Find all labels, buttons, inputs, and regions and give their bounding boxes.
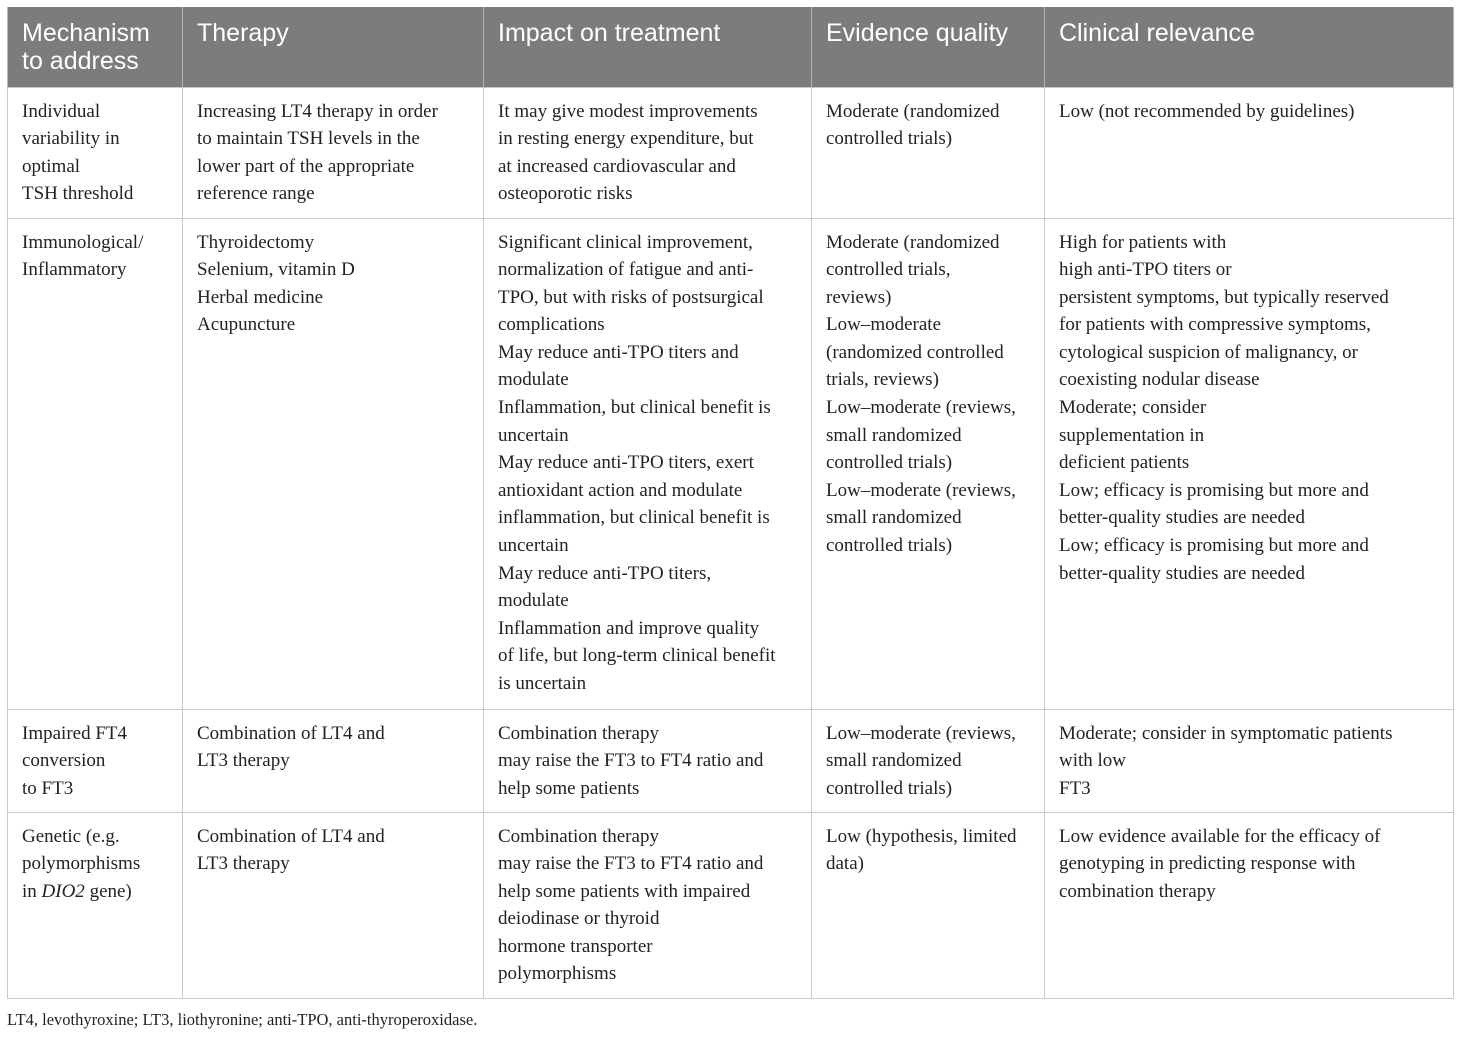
cell-impact: Combination therapy may raise the FT3 to FT4 ratio and help some patients with impaired deiodinase or thyroid hormone transporter polymorphisms	[484, 812, 812, 998]
header-mechanism: Mechanism to address	[8, 7, 183, 87]
header-row	[8, 7, 1454, 87]
cell-relevance: Low (not recommended by guidelines)	[1045, 87, 1454, 218]
cell-relevance: Moderate; consider in symptomatic patients with low FT3	[1045, 709, 1454, 812]
table-row	[8, 709, 1454, 812]
cell-mechanism: Immunological/ Inflammatory	[8, 218, 183, 709]
cell-mechanism: Impaired FT4 conversion to FT3	[8, 709, 183, 812]
cell-therapy: Thyroidectomy Selenium, vitamin D Herbal medicine Acupuncture	[183, 218, 484, 709]
cell-therapy: Combination of LT4 and LT3 therapy	[183, 812, 484, 998]
treatment-table	[7, 7, 1454, 999]
cell-mechanism: Individual variability in optimal TSH threshold	[8, 87, 183, 218]
cell-relevance: Low evidence available for the efficacy of genotyping in predicting response with combination therapy	[1045, 812, 1454, 998]
table-row	[8, 218, 1454, 709]
header-relevance: Clinical relevance	[1045, 7, 1454, 87]
cell-impact: Combination therapy may raise the FT3 to FT4 ratio and help some patients	[484, 709, 812, 812]
table-row	[8, 812, 1454, 998]
cell-impact: Significant clinical improvement, normalization of fatigue and anti- TPO, but with risks of postsurgical complications May reduce anti-TPO titers and modulate Inflammation, but clinical benefit is uncertain May reduce anti-TPO titers, exert antioxidant action and modulate inflammation, but clinical benefit is uncertain May reduce anti-TPO titers, modulate Inflammation and improve quality of life, but long-term clinical benefit is uncertain	[484, 218, 812, 709]
cell-mechanism	[8, 812, 183, 998]
cell-evidence: Low–moderate (reviews, small randomized controlled trials)	[812, 709, 1045, 812]
table-header	[8, 7, 1454, 87]
table-row	[8, 87, 1454, 218]
gene-name: DIO2	[41, 880, 85, 902]
cell-impact: It may give modest improvements in resting energy expenditure, but at increased cardiovascular and osteoporotic risks	[484, 87, 812, 218]
table-footnote: LT4, levothyroxine; LT3, liothyronine; anti-TPO, anti-thyroperoxidase.	[7, 1010, 478, 1029]
header-evidence: Evidence quality	[812, 7, 1045, 87]
header-therapy: Therapy	[183, 7, 484, 87]
cell-relevance: High for patients with high anti-TPO titers or persistent symptoms, but typically reserved for patients with compressive symptoms, cytological suspicion of malignancy, or coexisting nodular disease Moderate; consider supplementation in deficient patients Low; efficacy is promising but more and better-quality studies are needed Low; efficacy is promising but more and better-quality studies are needed	[1045, 218, 1454, 709]
mechanism-text-pre: Genetic (e.g. polymorphisms in	[22, 825, 141, 902]
header-impact: Impact on treatment	[484, 7, 812, 87]
mechanism-text-post: gene)	[84, 880, 132, 902]
cell-evidence: Low (hypothesis, limited data)	[812, 812, 1045, 998]
cell-evidence: Moderate (randomized controlled trials, reviews) Low–moderate (randomized controlled trials, reviews) Low–moderate (reviews, small randomized controlled trials) Low–moderate (reviews, small randomized controlled trials)	[812, 218, 1045, 709]
cell-evidence: Moderate (randomized controlled trials)	[812, 87, 1045, 218]
cell-therapy: Combination of LT4 and LT3 therapy	[183, 709, 484, 812]
cell-therapy: Increasing LT4 therapy in order to maintain TSH levels in the lower part of the appropriate reference range	[183, 87, 484, 218]
table-body	[8, 87, 1454, 998]
